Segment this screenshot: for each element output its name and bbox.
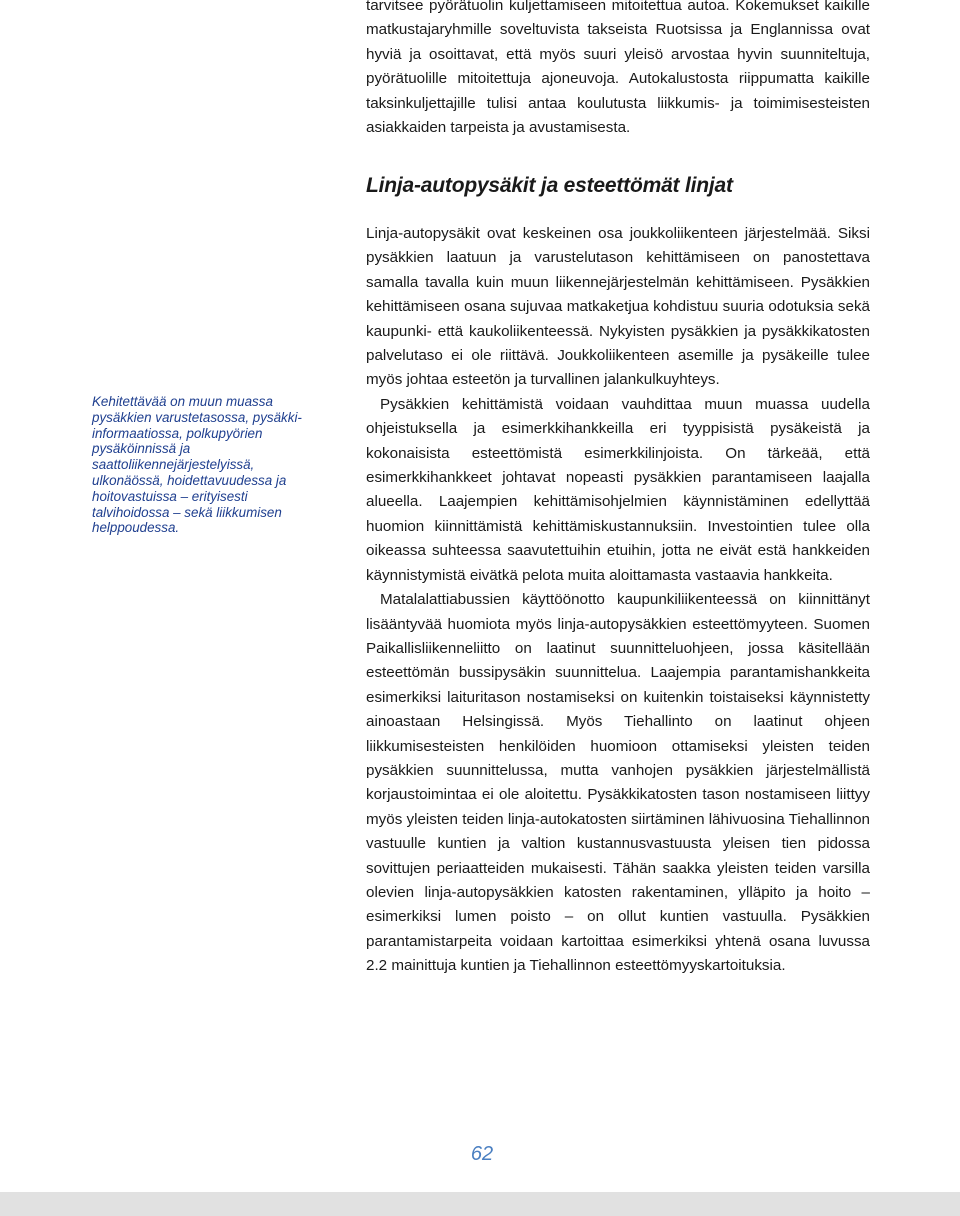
body-paragraph-1: Linja-autopysäkit ovat keskeinen osa joukkoliikenteen järjestelmää. Siksi pysäkkien laatuun ja varustelutason kehittämiseen on panostettava samalla tavalla kuin muun liikennejärjestelmän kehittämiseen. Pysäkkien kehittämiseen osana sujuvaa matkaketjua kohdistuu suuria odotuksia sekä kaupunki- että kaukoliikenteessä. Nykyisten pysäkkien ja pysäkkikatosten palvelutaso ei ole riittävä. Joukkoliikenteen asemille ja pysäkeille tulee myös johtaa esteetön ja turvallinen jalankulkuyhteys.	[366, 225, 870, 389]
sidebar-pull-quote: Kehitettävää on muun muassa pysäkkien varustetasossa, pysäkkiinformaatiossa, polkupyörien pysäköinnissä ja saattoliikennejärjestelyissä, ulkonäössä, hoidettavuudessa ja hoitovastuissa – erityisesti talvihoidossa – sekä liikkumisen helppoudessa.	[92, 394, 302, 536]
intro-paragraph: tarvitsee pyörätuolin kuljettamiseen mitoitettua autoa. Kokemukset kaikille matkustajaryhmille soveltuvista takseista Ruotsissa ja Englannissa ovat hyviä ja osoittavat, että myös suuri yleisö arvostaa hyvin suunniteltuja, pyörätuolille mitoitettuja ajoneuvoja. Autokalustosta riippumatta kaikille taksinkuljettajille tulisi antaa koulutusta liikkumis- ja toimimisesteisten asiakkaiden tarpeista ja avustamisesta.	[366, 0, 870, 137]
section-body	[366, 222, 870, 979]
section-heading: Linja-autopysäkit ja esteettömät linjat	[366, 174, 733, 197]
page-number: 62	[470, 1143, 494, 1165]
body-paragraph-3: Matalalattiabussien käyttöönotto kaupunkiliikenteessä on kiinnittänyt lisääntyvää huomiota myös linja-autopysäkkien esteettömyyteen. Suomen Paikallisliikenneliitto on laatinut suunnitteluohjeen, jossa käsitellään esteettömän bussipysäkin suunnittelua. Laajempia parantamishankkeita esimerkiksi laituritason nostamiseksi on kuitenkin toistaiseksi käynnistetty ainoastaan Helsingissä. Myös Tiehallinto on laatinut ohjeen liikkumisesteisten henkilöiden huomioon ottamiseksi yleisten teiden pysäkkien suunnittelussa, mutta vanhojen pysäkkien järjestelmällistä korjaustoimintaa ei ole aloitettu. Pysäkkikatosten tason nostamiseen liittyy myös yleisten teiden linja-autokatosten siirtäminen lähivuosina Tiehallinnon vastuulle kuntien ja valtion kustannusvastuusta yleisen tien pidossa sovittujen periaatteiden mukaisesti. Tähän saakka yleisten teiden varsilla olevien linja-autopysäkkien katosten rakentaminen, ylläpito ja hoito – esimerkiksi lumen poisto – on ollut kuntien vastuulla. Pysäkkien parantamistarpeita voidaan kartoittaa esimerkiksi yhtenä osana luvussa 2.2 mainittuja kuntien ja Tiehallinnon esteettömyyskartoituksia.	[366, 591, 871, 975]
footer-band	[0, 1192, 960, 1216]
body-paragraph-2: Pysäkkien kehittämistä voidaan vauhdittaa muun muassa uudella ohjeistuksella ja esimerkkihankkeilla eri tyyppisistä pysäkeistä ja kokonaisista esteettömistä esimerkkilinjoista. On tärkeää, että esimerkkihankkeet johtavat nopeasti pysäkkien parantamiseen laajalla alueella. Laajempien kehittämisohjelmien käynnistäminen edellyttää huomion kiinnittämistä kehittämiskustannuksiin. Investointien tulee olla oikeassa suhteessa saavutettuihin etuihin, jotta ne eivät estä hankkeiden käynnistymistä eivätkä pelota muita aloittamasta vastaavia hankkeita.	[366, 395, 870, 584]
